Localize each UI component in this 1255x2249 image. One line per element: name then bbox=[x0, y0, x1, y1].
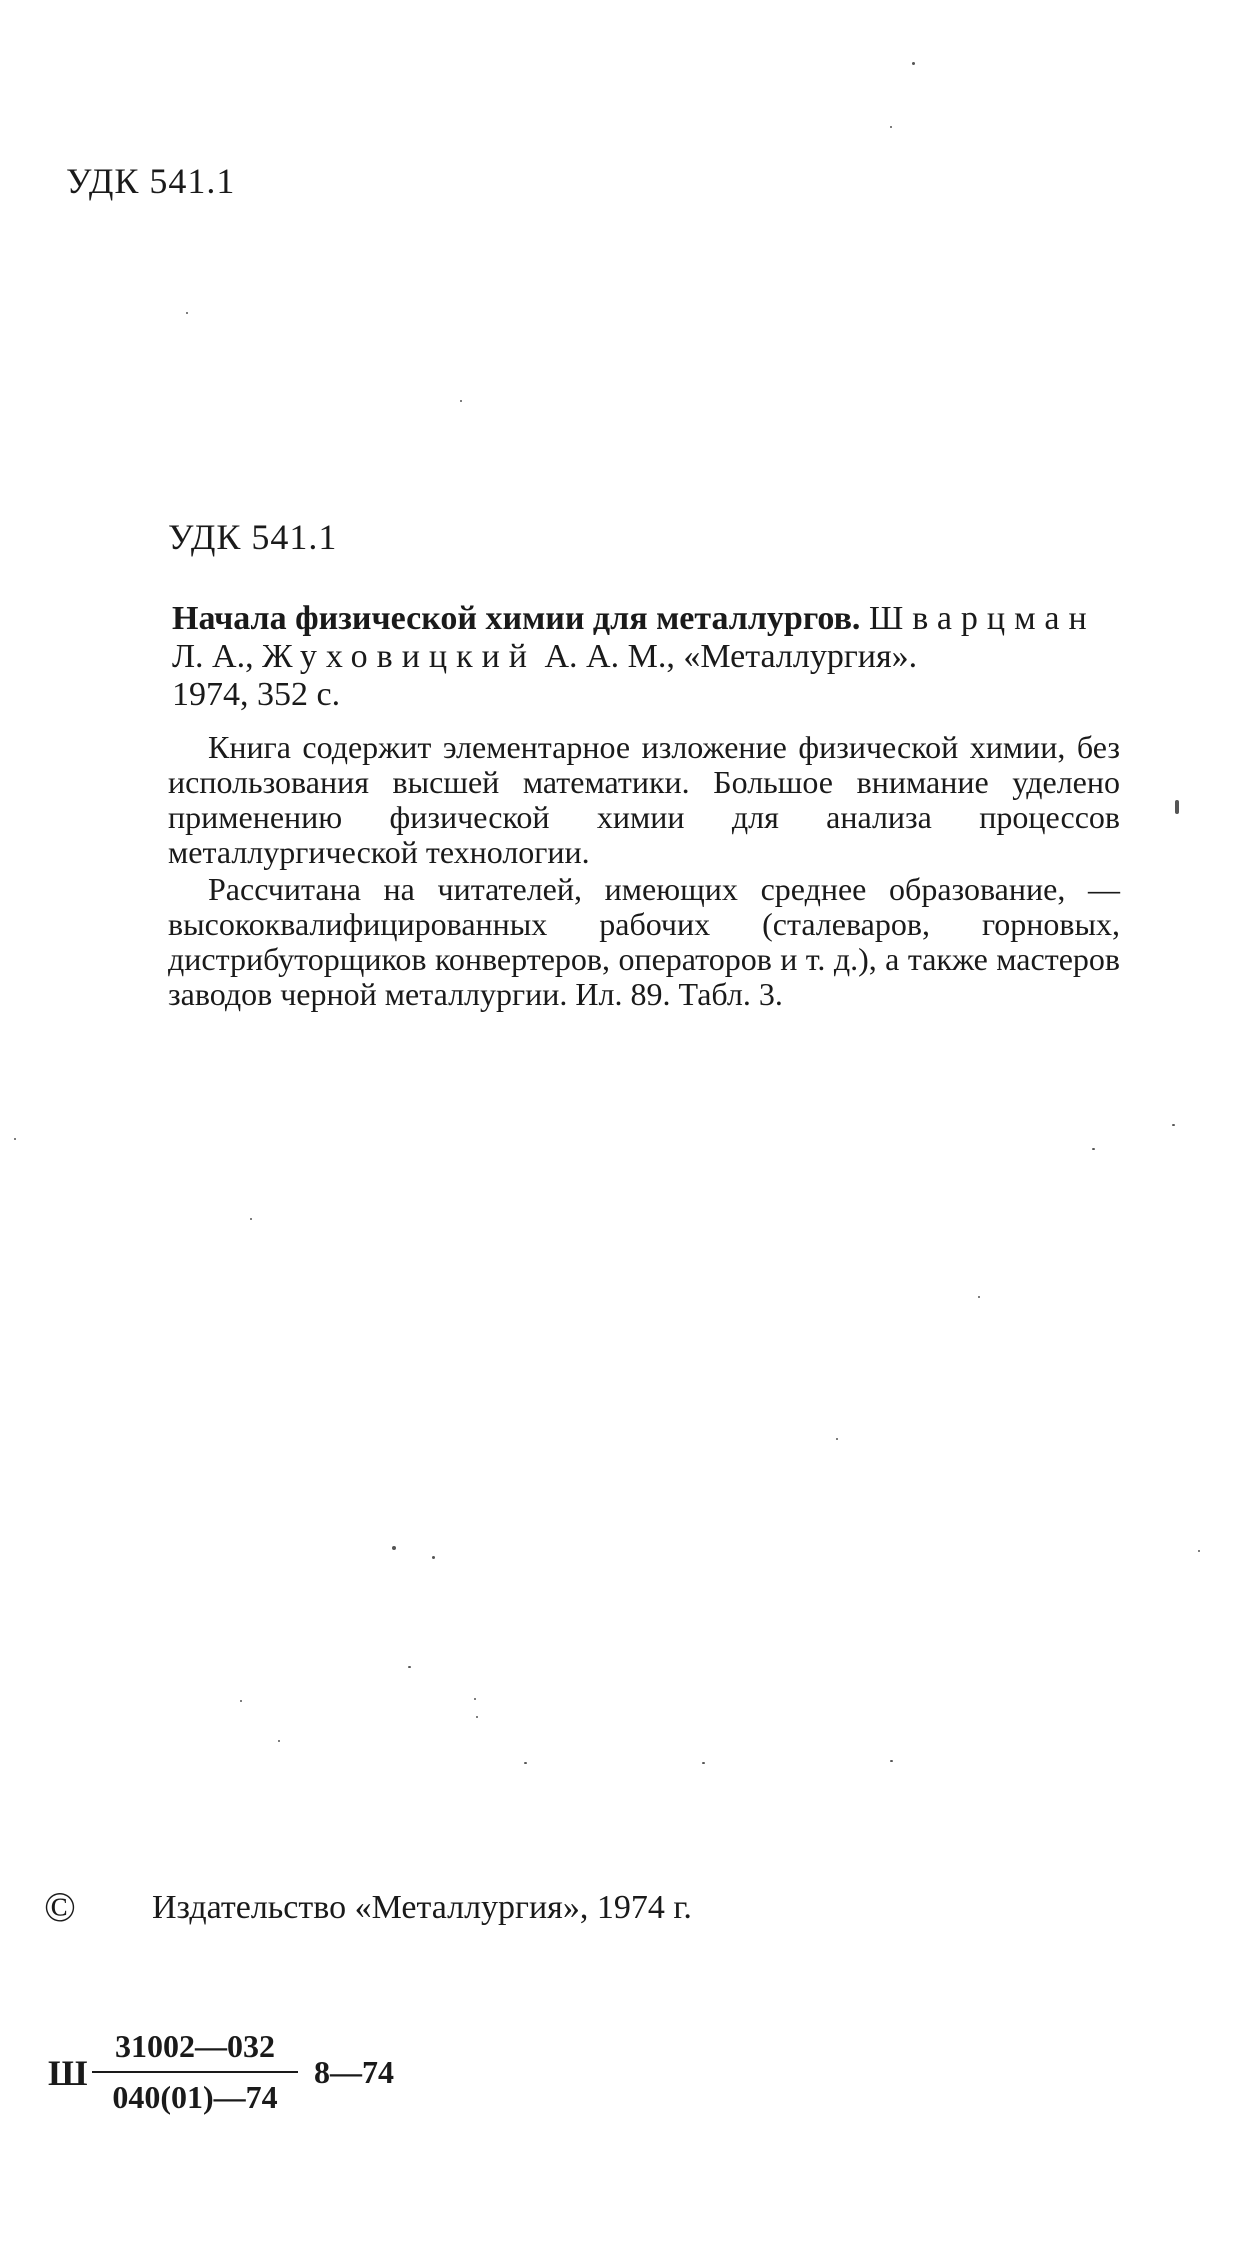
copyright-text: Издательство «Металлургия», 1974 г. bbox=[152, 1889, 692, 1926]
scan-speck bbox=[890, 1760, 893, 1762]
scan-speck bbox=[460, 400, 462, 402]
scan-speck bbox=[474, 1698, 476, 1700]
copyright-icon: © bbox=[44, 1885, 76, 1931]
udk-top: УДК 541.1 bbox=[66, 161, 236, 201]
scan-speck bbox=[186, 312, 188, 314]
scan-speck bbox=[978, 1296, 980, 1298]
scan-speck bbox=[250, 1218, 252, 1220]
book-title: Начала физической химии для металлургов. bbox=[172, 600, 861, 637]
author-1-initials: Л. А., bbox=[172, 638, 254, 675]
scan-speck bbox=[912, 62, 915, 65]
publisher-index-denominator: 040(01)—74 bbox=[112, 2079, 278, 2115]
scan-speck bbox=[408, 1666, 411, 1668]
scan-speck bbox=[476, 1716, 478, 1718]
year-and-pages: 1974, 352 с. bbox=[172, 676, 341, 713]
scan-speck bbox=[278, 1740, 280, 1742]
annotation bbox=[168, 730, 1120, 1012]
scan-speck bbox=[432, 1556, 435, 1559]
scan-speck bbox=[1092, 1148, 1095, 1150]
scan-speck bbox=[1172, 1124, 1175, 1126]
scan-speck bbox=[392, 1546, 396, 1550]
author-1-surname: Шварцман bbox=[868, 600, 1096, 637]
scan-speck bbox=[240, 1700, 242, 1702]
publisher-name: «Металлургия». bbox=[683, 638, 918, 675]
scan-speck bbox=[1198, 1550, 1200, 1552]
scan-speck bbox=[14, 1138, 16, 1140]
publisher-index-letter: Ш bbox=[48, 2053, 88, 2093]
author-2-surname: Жуховицкий bbox=[262, 638, 536, 675]
publisher-index-suffix: 8—74 bbox=[314, 2054, 394, 2090]
catalog-card-udk: УДК 541.1 bbox=[168, 517, 338, 557]
publisher-index-fraction bbox=[92, 2028, 298, 2116]
scan-speck bbox=[836, 1438, 838, 1440]
scan-speck bbox=[890, 126, 892, 128]
scan-speck bbox=[1175, 800, 1179, 814]
scan-speck bbox=[702, 1762, 705, 1764]
bibliographic-record bbox=[172, 600, 1120, 714]
annotation-paragraph-2: Рассчитана на читателей, имеющих среднее образование, — высококвалифицированных рабочих (сталеваров, горновых, дистрибуторщиков конвертеров, операторов и т. д.), а также мастеров заводов черной металлургии. Ил. 89. Табл. 3. bbox=[168, 871, 1120, 1012]
scan-speck bbox=[524, 1762, 527, 1764]
author-2-initials: А. А. М., bbox=[544, 638, 675, 675]
annotation-paragraph-1: Книга содержит элементарное изложение физической химии, без использования высшей математики. Большое внимание уделено применению физической химии для анализа процессов металлургической технологии. bbox=[168, 729, 1120, 870]
publisher-index-numerator: 31002—032 bbox=[92, 2028, 298, 2073]
